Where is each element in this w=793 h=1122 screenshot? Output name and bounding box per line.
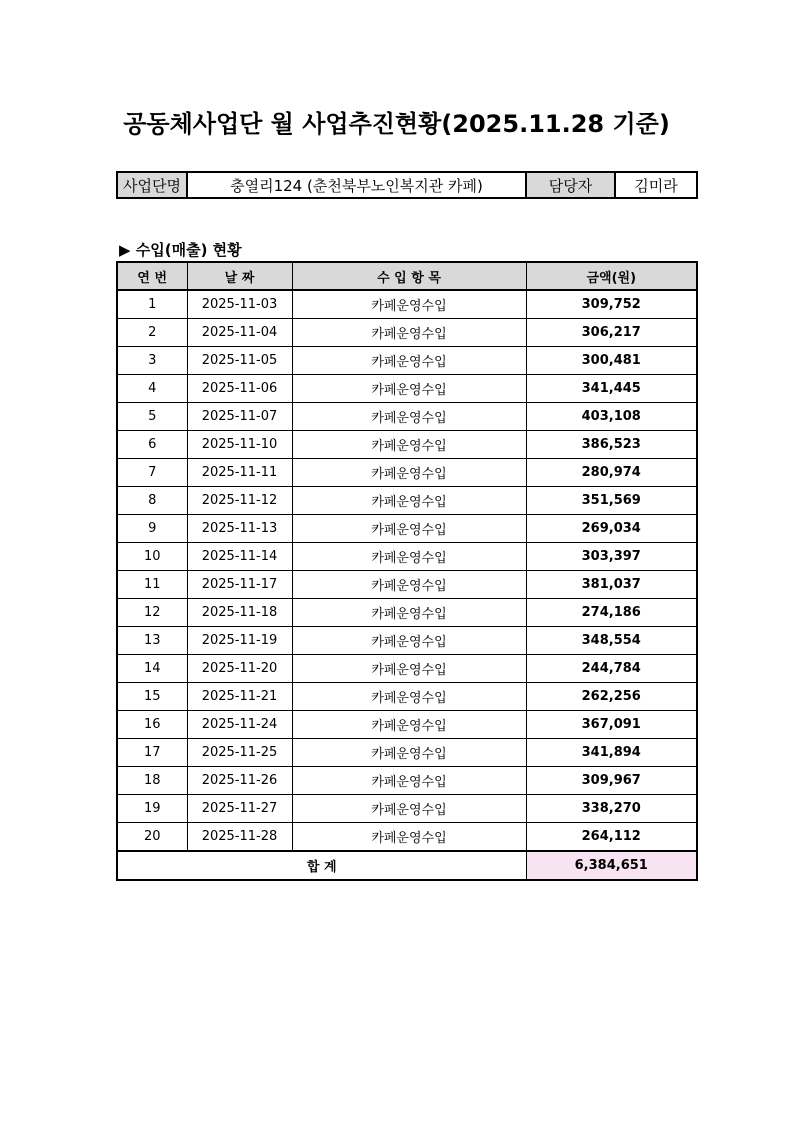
row-amount: 264,112 <box>526 823 697 852</box>
table-row <box>117 571 697 599</box>
row-item: 카페운영수입 <box>292 459 526 487</box>
row-item: 카페운영수입 <box>292 375 526 403</box>
page-title: 공동체사업단 월 사업추진현황(2025.11.28 기준) <box>123 110 670 138</box>
row-item: 카페운영수입 <box>292 795 526 823</box>
table-header-row <box>117 262 697 290</box>
row-amount: 262,256 <box>526 683 697 711</box>
row-no: 12 <box>117 599 187 627</box>
row-amount: 341,894 <box>526 739 697 767</box>
table-row <box>117 290 697 319</box>
row-no: 11 <box>117 571 187 599</box>
row-amount: 244,784 <box>526 655 697 683</box>
table-row <box>117 683 697 711</box>
row-item: 카페운영수입 <box>292 683 526 711</box>
row-item: 카페운영수입 <box>292 627 526 655</box>
table-row <box>117 795 697 823</box>
row-item: 카페운영수입 <box>292 515 526 543</box>
row-amount: 306,217 <box>526 319 697 347</box>
total-label: 합 계 <box>117 851 526 880</box>
row-date: 2025-11-20 <box>187 655 292 683</box>
row-no: 4 <box>117 375 187 403</box>
row-item: 카페운영수입 <box>292 739 526 767</box>
row-date: 2025-11-10 <box>187 431 292 459</box>
table-row <box>117 627 697 655</box>
row-date: 2025-11-28 <box>187 823 292 852</box>
row-date: 2025-11-03 <box>187 290 292 319</box>
row-no: 6 <box>117 431 187 459</box>
row-date: 2025-11-07 <box>187 403 292 431</box>
row-date: 2025-11-11 <box>187 459 292 487</box>
row-amount: 303,397 <box>526 543 697 571</box>
row-amount: 403,108 <box>526 403 697 431</box>
row-amount: 269,034 <box>526 515 697 543</box>
info-row <box>117 172 697 198</box>
row-item: 카페운영수입 <box>292 655 526 683</box>
table-row <box>117 431 697 459</box>
row-no: 13 <box>117 627 187 655</box>
table-row <box>117 319 697 347</box>
row-amount: 274,186 <box>526 599 697 627</box>
table-row <box>117 515 697 543</box>
row-no: 2 <box>117 319 187 347</box>
row-date: 2025-11-05 <box>187 347 292 375</box>
row-no: 3 <box>117 347 187 375</box>
row-no: 9 <box>117 515 187 543</box>
row-no: 18 <box>117 767 187 795</box>
row-no: 15 <box>117 683 187 711</box>
row-amount: 280,974 <box>526 459 697 487</box>
row-date: 2025-11-14 <box>187 543 292 571</box>
row-item: 카페운영수입 <box>292 290 526 319</box>
row-item: 카페운영수입 <box>292 319 526 347</box>
table-row <box>117 711 697 739</box>
row-no: 14 <box>117 655 187 683</box>
revenue-table <box>116 261 698 881</box>
row-no: 7 <box>117 459 187 487</box>
total-row <box>117 851 697 880</box>
row-item: 카페운영수입 <box>292 347 526 375</box>
row-date: 2025-11-27 <box>187 795 292 823</box>
row-amount: 381,037 <box>526 571 697 599</box>
manager-label: 담당자 <box>526 172 615 198</box>
org-label: 사업단명 <box>117 172 187 198</box>
row-item: 카페운영수입 <box>292 431 526 459</box>
row-amount: 341,445 <box>526 375 697 403</box>
row-amount: 367,091 <box>526 711 697 739</box>
table-row <box>117 739 697 767</box>
row-amount: 309,967 <box>526 767 697 795</box>
row-amount: 351,569 <box>526 487 697 515</box>
row-date: 2025-11-06 <box>187 375 292 403</box>
header-amount: 금액(원) <box>526 262 697 290</box>
row-no: 19 <box>117 795 187 823</box>
table-row <box>117 403 697 431</box>
row-date: 2025-11-18 <box>187 599 292 627</box>
row-date: 2025-11-13 <box>187 515 292 543</box>
row-amount: 348,554 <box>526 627 697 655</box>
table-row <box>117 347 697 375</box>
table-row <box>117 823 697 852</box>
row-amount: 309,752 <box>526 290 697 319</box>
row-no: 10 <box>117 543 187 571</box>
row-amount: 338,270 <box>526 795 697 823</box>
row-date: 2025-11-24 <box>187 711 292 739</box>
row-item: 카페운영수입 <box>292 543 526 571</box>
table-row <box>117 459 697 487</box>
row-item: 카페운영수입 <box>292 403 526 431</box>
row-item: 카페운영수입 <box>292 711 526 739</box>
header-date: 날 짜 <box>187 262 292 290</box>
row-item: 카페운영수입 <box>292 599 526 627</box>
header-no: 연 번 <box>117 262 187 290</box>
table-row <box>117 375 697 403</box>
row-item: 카페운영수입 <box>292 571 526 599</box>
total-amount: 6,384,651 <box>526 851 697 880</box>
table-row <box>117 767 697 795</box>
row-no: 17 <box>117 739 187 767</box>
row-item: 카페운영수입 <box>292 487 526 515</box>
row-no: 16 <box>117 711 187 739</box>
table-row <box>117 599 697 627</box>
row-no: 5 <box>117 403 187 431</box>
table-row <box>117 655 697 683</box>
row-date: 2025-11-21 <box>187 683 292 711</box>
row-date: 2025-11-04 <box>187 319 292 347</box>
row-amount: 386,523 <box>526 431 697 459</box>
row-no: 20 <box>117 823 187 852</box>
section-title: ▶ 수입(매출) 현황 <box>119 241 242 259</box>
row-date: 2025-11-26 <box>187 767 292 795</box>
row-date: 2025-11-19 <box>187 627 292 655</box>
row-amount: 300,481 <box>526 347 697 375</box>
row-item: 카페운영수입 <box>292 767 526 795</box>
row-date: 2025-11-17 <box>187 571 292 599</box>
header-item: 수 입 항 목 <box>292 262 526 290</box>
row-item: 카페운영수입 <box>292 823 526 852</box>
table-body <box>117 290 697 851</box>
table-row <box>117 543 697 571</box>
row-date: 2025-11-25 <box>187 739 292 767</box>
row-date: 2025-11-12 <box>187 487 292 515</box>
org-name: 충열리124 (춘천북부노인복지관 카페) <box>187 172 526 198</box>
table-row <box>117 487 697 515</box>
row-no: 1 <box>117 290 187 319</box>
info-table <box>116 171 698 199</box>
row-no: 8 <box>117 487 187 515</box>
manager-name: 김미라 <box>615 172 697 198</box>
